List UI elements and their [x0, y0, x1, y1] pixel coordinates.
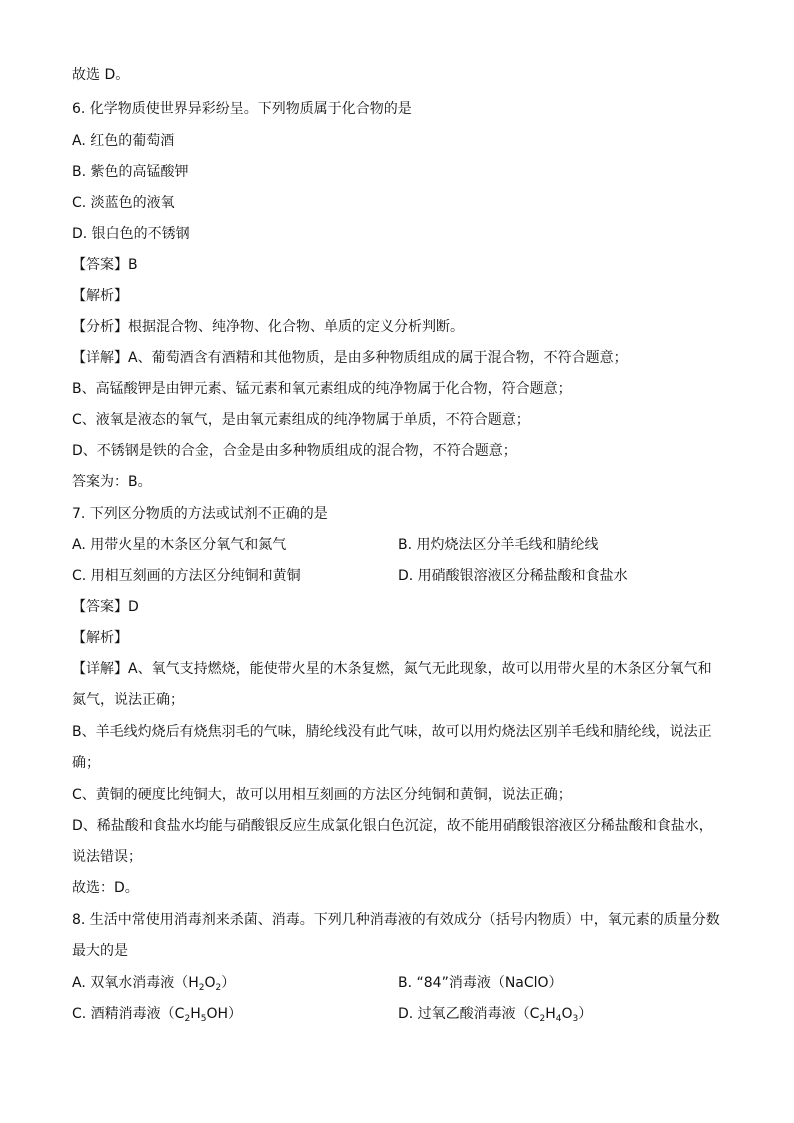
- q7-option-d: D. 用硝酸银溶液区分稀盐酸和食盐水: [398, 568, 628, 584]
- q7-detail-d: D、稀盐酸和食盐水均能与硝酸银反应生成氯化银白色沉淀，故不能用硝酸银溶液区分稀盐酸和食盐水，: [72, 818, 713, 834]
- text-line-prev-answer: 故选 D。: [72, 67, 130, 83]
- q7-option-a: A. 用带火星的木条区分氧气和氮气: [72, 537, 287, 553]
- q7-detail-d-cont: 说法错误；: [72, 849, 142, 865]
- q6-detail-a: 【详解】A、葡萄酒含有酒精和其他物质，是由多种物质组成的属于混合物，不符合题意；: [72, 350, 628, 366]
- q7-option-b: B. 用灼烧法区分羊毛线和腈纶线: [398, 537, 599, 553]
- question-8-stem: 8. 生活中常使用消毒剂来杀菌、消毒。下列几种消毒液的有效成分（括号内物质）中，氧元素的质量分数: [72, 912, 720, 928]
- question-6-stem: 6. 化学物质使世界异彩纷呈。下列物质属于化合物的是: [72, 101, 412, 117]
- q6-option-c: C. 淡蓝色的液氧: [72, 195, 175, 211]
- q7-answer: 【答案】D: [72, 599, 139, 615]
- q7-conclusion: 故选：D。: [72, 880, 139, 896]
- q6-conclusion: 答案为：B。: [72, 474, 152, 490]
- q6-analysis-heading: 【解析】: [72, 288, 128, 304]
- q8-option-a: A. 双氧水消毒液$(H_2O_2)$: [72, 975, 236, 993]
- question-8-stem-cont: 最大的是: [72, 943, 128, 959]
- q7-detail-a: 【详解】A、氧气支持燃烧，能使带火星的木条复燃，氮气无此现象，故可以用带火星的木条区分氧气和: [72, 661, 712, 677]
- q7-detail-a-cont: 氮气，说法正确；: [72, 692, 184, 708]
- q6-answer: 【答案】B: [72, 257, 138, 273]
- question-7-stem: 7. 下列区分物质的方法或试剂不正确的是: [72, 506, 328, 522]
- q7-detail-b: B、羊毛线灼烧后有烧焦羽毛的气味，腈纶线没有此气味，故可以用灼烧法区别羊毛线和腈纶线，说法正: [72, 724, 712, 740]
- q7-detail-c: C、黄铜的硬度比纯铜大，故可以用相互刻画的方法区分纯铜和黄铜，说法正确；: [72, 787, 572, 803]
- q7-detail-b-cont: 确；: [72, 755, 100, 771]
- q6-detail-d: D、不锈钢是铁的合金，合金是由多种物质组成的混合物，不符合题意；: [72, 443, 517, 459]
- q6-option-a: A. 红色的葡萄酒: [72, 133, 175, 149]
- q7-analysis-heading: 【解析】: [72, 630, 128, 646]
- q7-option-c: C. 用相互刻画的方法区分纯铜和黄铜: [72, 568, 301, 584]
- q8-option-c: C. 酒精消毒液$(C_2H_5OH)$: [72, 1006, 242, 1024]
- q6-detail-b: B、高锰酸钾是由钾元素、锰元素和氧元素组成的纯净物属于化合物，符合题意；: [72, 381, 572, 397]
- q8-option-b: B. “84”消毒液（NaClO）: [398, 975, 563, 991]
- q6-analysis: 【分析】根据混合物、纯净物、化合物、单质的定义分析判断。: [72, 319, 464, 335]
- q6-detail-c: C、液氧是液态的氧气，是由氧元素组成的纯净物属于单质，不符合题意；: [72, 412, 530, 428]
- q6-option-b: B. 紫色的高锰酸钾: [72, 164, 189, 180]
- q8-option-d: D. 过氧乙酸消毒液$(C_2H_4O_3)$: [398, 1006, 593, 1024]
- q6-option-d: D. 银白色的不锈钢: [72, 226, 190, 242]
